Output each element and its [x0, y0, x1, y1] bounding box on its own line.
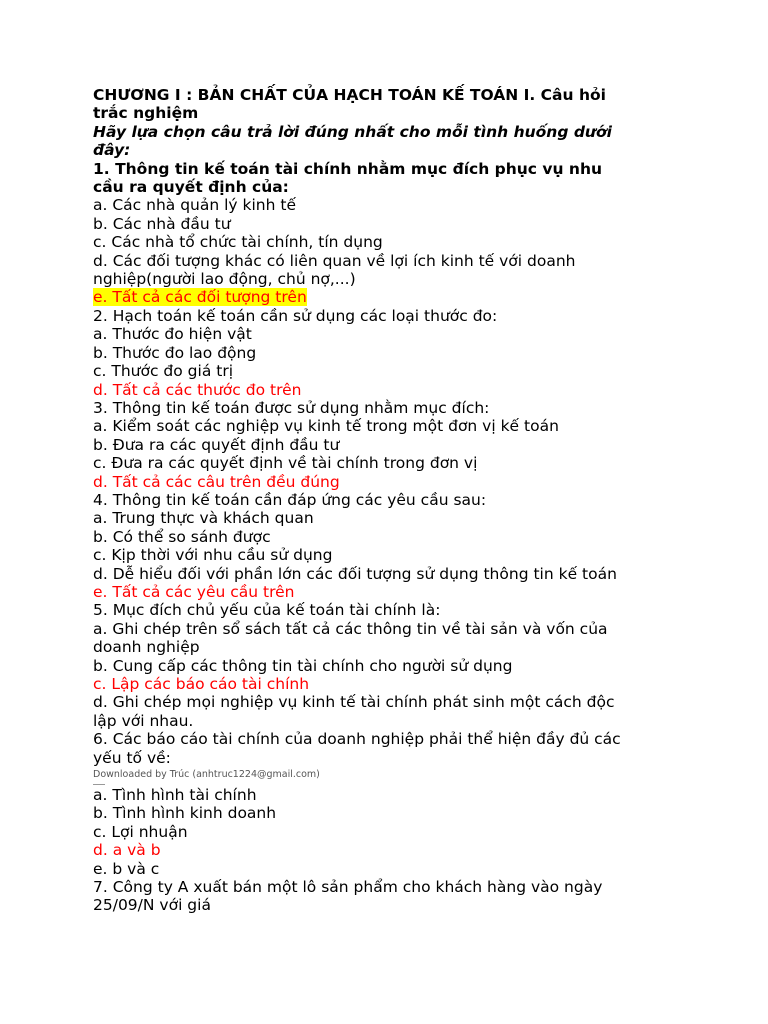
q5-option-d-line-2: lập với nhau.: [93, 711, 194, 730]
q3-option-a: a. Kiểm soát các nghiệp vụ kinh tế trong một đơn vị kế toán: [93, 417, 559, 436]
question-1-line-1: 1. Thông tin kế toán tài chính nhằm mục đích phục vụ nhu: [93, 159, 603, 178]
chapter-title-line-2: trắc nghiệm: [93, 104, 199, 123]
q4-option-c: c. Kịp thời với nhu cầu sử dụng: [93, 546, 333, 565]
q1-answer-highlight: e. Tất cả các đối tượng trên: [93, 288, 307, 307]
q6-option-c: c. Lợi nhuận: [93, 822, 188, 841]
question-7-line-2: 25/09/N với giá: [93, 896, 211, 915]
q6-option-a: a. Tình hình tài chính: [93, 786, 257, 805]
q2-option-a: a. Thước đo hiện vật: [93, 325, 252, 344]
q1-option-c: c. Các nhà tổ chức tài chính, tín dụng: [93, 233, 383, 252]
q4-option-a: a. Trung thực và khách quan: [93, 509, 314, 528]
q5-option-b: b. Cung cấp các thông tin tài chính cho người sử dụng: [93, 656, 513, 675]
q6-answer-d: d. a và b: [93, 841, 161, 860]
q1-option-d-line-2: nghiệp(người lao động, chủ nợ,...): [93, 270, 356, 289]
question-5: 5. Mục đích chủ yếu của kế toán tài chính là:: [93, 601, 441, 620]
question-4: 4. Thông tin kế toán cần đáp ứng các yêu cầu sau:: [93, 490, 487, 509]
instruction-line-1: Hãy lựa chọn câu trả lời đúng nhất cho mỗi tình huống dưới: [93, 122, 612, 141]
q1-option-d-line-1: d. Các đối tượng khác có liên quan về lợi ích kinh tế với doanh: [93, 251, 576, 270]
q3-option-b: b. Đưa ra các quyết định đầu tư: [93, 435, 340, 454]
q6-option-e: e. b và c: [93, 859, 160, 878]
q2-option-b: b. Thước đo lao động: [93, 343, 257, 362]
q4-option-b: b. Có thể so sánh được: [93, 527, 271, 546]
question-6-line-2: yếu tố về:: [93, 748, 171, 767]
q3-answer-d: d. Tất cả các câu trên đều đúng: [93, 472, 340, 491]
question-6-line-1: 6. Các báo cáo tài chính của doanh nghiệp phải thể hiện đầy đủ các: [93, 730, 621, 749]
q4-option-d: d. Dễ hiểu đối với phần lớn các đối tượng sử dụng thông tin kế toán: [93, 564, 617, 583]
question-7-line-1: 7. Công ty A xuất bán một lô sản phẩm cho khách hàng vào ngày: [93, 878, 603, 897]
chapter-title-line-1: CHƯƠNG I : BẢN CHẤT CỦA HẠCH TOÁN KẾ TOÁN I. Câu hỏi: [93, 86, 606, 104]
q3-option-c: c. Đưa ra các quyết định về tài chính trong đơn vị: [93, 454, 478, 473]
watermark-rule: [93, 784, 105, 785]
download-watermark: Downloaded by Trúc (anhtruc1224@gmail.com): [93, 769, 320, 781]
q1-answer-e: [93, 288, 693, 306]
q1-option-a: a. Các nhà quản lý kinh tế: [93, 196, 296, 215]
question-3: 3. Thông tin kế toán được sử dụng nhằm mục đích:: [93, 398, 490, 417]
q5-answer-c: c. Lập các báo cáo tài chính: [93, 675, 310, 693]
question-2: 2. Hạch toán kế toán cần sử dụng các loại thước đo:: [93, 306, 498, 325]
q1-option-b: b. Các nhà đầu tư: [93, 214, 231, 233]
q6-option-b: b. Tình hình kinh doanh: [93, 804, 277, 823]
q2-option-c: c. Thước đo giá trị: [93, 362, 233, 381]
q2-answer-d: d. Tất cả các thước đo trên: [93, 380, 302, 399]
q5-option-a-line-1: a. Ghi chép trên sổ sách tất cả các thông tin về tài sản và vốn của: [93, 619, 608, 638]
question-1-line-2: cầu ra quyết định của:: [93, 178, 289, 197]
q5-option-a-line-2: doanh nghiệp: [93, 638, 200, 657]
q4-answer-e: e. Tất cả các yêu cầu trên: [93, 582, 295, 601]
document-page: [93, 86, 693, 915]
instruction-line-2: đây:: [93, 141, 131, 160]
q5-option-d-line-1: d. Ghi chép mọi nghiệp vụ kinh tế tài chính phát sinh một cách độc: [93, 693, 615, 712]
